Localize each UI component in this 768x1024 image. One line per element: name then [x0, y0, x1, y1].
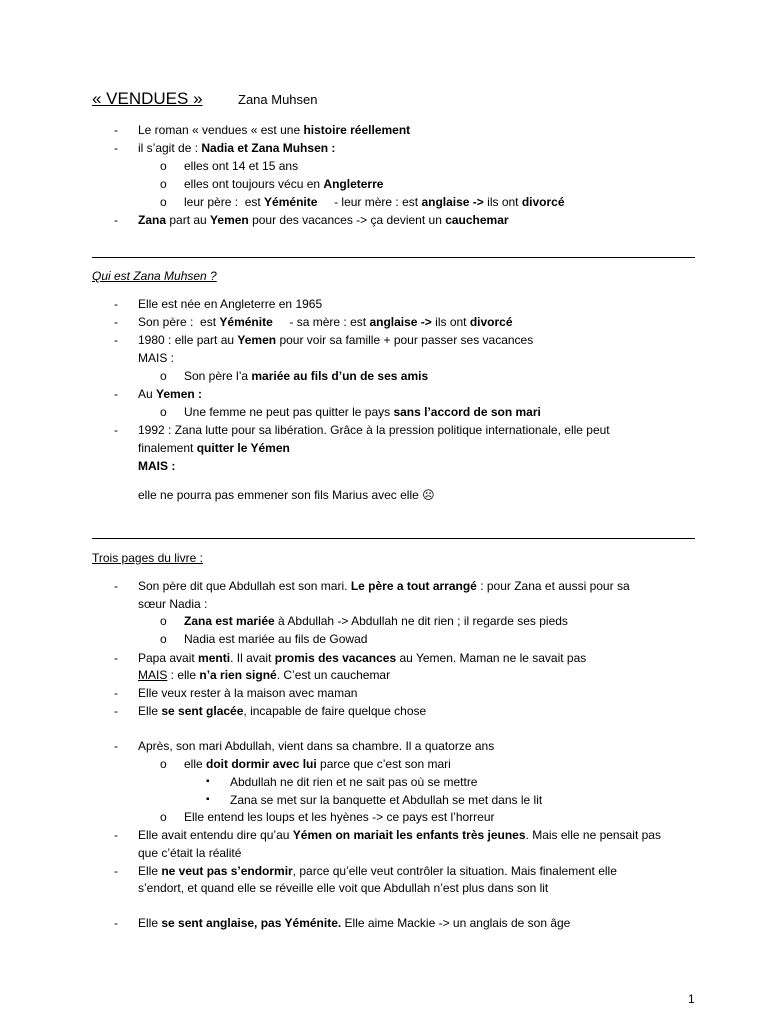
section-heading-who: Qui est Zana Muhsen ? [92, 269, 217, 283]
page-number: 1 [688, 992, 695, 1006]
pages-line-11: Abdullah ne dit rien et ne sait pas où se mettre [230, 775, 478, 789]
who-line-9: finalement quitter le Yémen [138, 441, 290, 455]
bullet-circle: o [160, 405, 167, 419]
pages-line-14: Elle avait entendu dire qu’au Yémen on mariait les enfants très jeunes. Mais elle ne pensait pas [138, 828, 661, 842]
pages-line-2: sœur Nadia : [138, 597, 208, 611]
bullet-dash: - [114, 916, 118, 930]
bullet-dash: - [114, 297, 118, 311]
bullet-dash: - [114, 704, 118, 718]
bullet-dash: - [114, 579, 118, 593]
document-title: « VENDUES » [92, 89, 203, 108]
bullet-dash: - [114, 213, 118, 227]
bullet-circle: o [160, 757, 167, 771]
bullet-dash: - [114, 686, 118, 700]
bullet-dash: - [114, 315, 118, 329]
intro-line-3: elles ont 14 et 15 ans [184, 159, 299, 173]
who-line-5: Son père l’a mariée au fils d’un de ses amis [184, 369, 429, 383]
horizontal-rule [92, 257, 695, 258]
bullet-circle: o [160, 177, 167, 191]
who-line-7: Une femme ne peut pas quitter le pays sans l’accord de son mari [184, 405, 541, 419]
intro-line-4: elles ont toujours vécu en Angleterre [184, 177, 384, 191]
pages-line-6: MAIS : elle n’a rien signé. C’est un cauchemar [138, 668, 391, 682]
bullet-dash: - [114, 387, 118, 401]
bullet-dash: - [114, 651, 118, 665]
pages-line-17: s’endort, et quand elle se réveille elle voit que Abdullah n’est plus dans son lit [138, 881, 549, 895]
pages-line-1: Son père dit que Abdullah est son mari. Le père a tout arrangé : pour Zana et aussi pour sa [138, 579, 630, 593]
who-line-8: 1992 : Zana lutte pour sa libération. Grâce à la pression politique internationale, elle peut [138, 423, 610, 437]
intro-line-1: Le roman « vendues « est une histoire réellement [138, 123, 411, 137]
pages-line-18: Elle se sent anglaise, pas Yéménite. Elle aime Mackie -> un anglais de son âge [138, 916, 571, 930]
section-heading-pages: Trois pages du livre : [92, 551, 203, 565]
pages-line-3: Zana est mariée à Abdullah -> Abdullah ne dit rien ; il regarde ses pieds [184, 614, 568, 628]
bullet-circle: o [160, 195, 167, 209]
bullet-square: ▪ [206, 794, 210, 805]
bullet-square: ▪ [206, 776, 210, 787]
who-line-11: elle ne pourra pas emmener son fils Marius avec elle ☹ [138, 488, 435, 502]
bullet-dash: - [114, 141, 118, 155]
pages-line-15: que c’était la réalité [138, 846, 242, 860]
bullet-circle: o [160, 810, 167, 824]
intro-line-5: leur père : est Yéménite - leur mère : est anglaise -> ils ont divorcé [184, 195, 565, 209]
bullet-dash: - [114, 739, 118, 753]
horizontal-rule [92, 538, 695, 539]
pages-line-8: Elle se sent glacée, incapable de faire quelque chose [138, 704, 427, 718]
bullet-circle: o [160, 159, 167, 173]
bullet-dash: - [114, 423, 118, 437]
pages-line-4: Nadia est mariée au fils de Gowad [184, 632, 368, 646]
who-line-10: MAIS : [138, 459, 176, 473]
intro-line-6: Zana part au Yemen pour des vacances -> ça devient un cauchemar [138, 213, 509, 227]
bullet-circle: o [160, 369, 167, 383]
who-line-4: MAIS : [138, 351, 175, 365]
intro-line-2: il s’agit de : Nadia et Zana Muhsen : [138, 141, 336, 155]
bullet-dash: - [114, 828, 118, 842]
bullet-circle: o [160, 632, 167, 646]
pages-line-7: Elle veux rester à la maison avec maman [138, 686, 358, 700]
who-line-2: Son père : est Yéménite - sa mère : est anglaise -> ils ont divorcé [138, 315, 513, 329]
pages-line-10: elle doit dormir avec lui parce que c’est son mari [184, 757, 451, 771]
pages-line-12: Zana se met sur la banquette et Abdullah se met dans le lit [230, 793, 543, 807]
author-name: Zana Muhsen [238, 92, 318, 107]
who-line-6: Au Yemen : [138, 387, 203, 401]
who-line-3: 1980 : elle part au Yemen pour voir sa famille + pour passer ses vacances [138, 333, 534, 347]
pages-line-16: Elle ne veut pas s’endormir, parce qu’elle veut contrôler la situation. Mais finalement elle [138, 864, 617, 878]
bullet-dash: - [114, 123, 118, 137]
pages-line-5: Papa avait menti. Il avait promis des vacances au Yemen. Maman ne le savait pas [138, 651, 587, 665]
bullet-dash: - [114, 333, 118, 347]
bullet-circle: o [160, 614, 167, 628]
pages-line-13: Elle entend les loups et les hyènes -> ce pays est l’horreur [184, 810, 495, 824]
bullet-dash: - [114, 864, 118, 878]
pages-line-9: Après, son mari Abdullah, vient dans sa chambre. Il a quatorze ans [138, 739, 495, 753]
who-line-1: Elle est née en Angleterre en 1965 [138, 297, 323, 311]
